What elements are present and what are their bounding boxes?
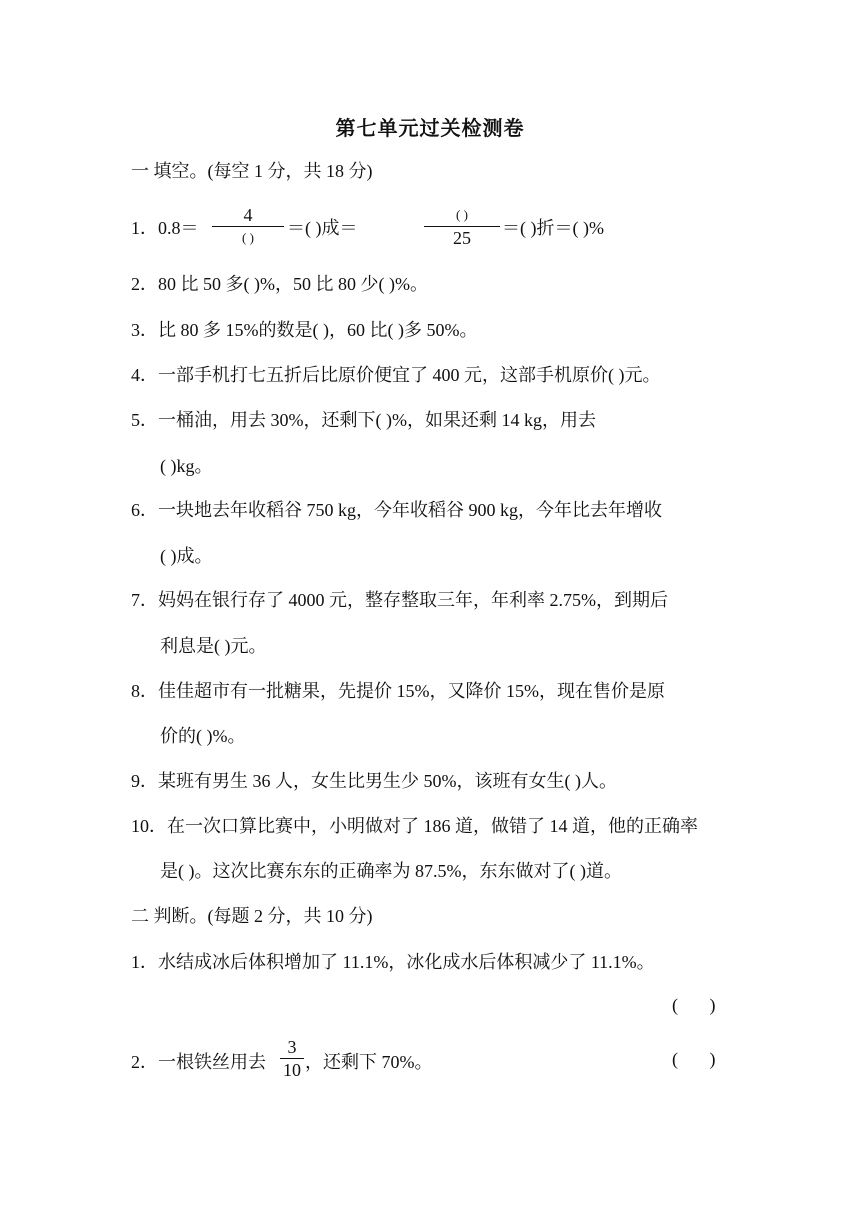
- question-4: 4．一部手机打七五折后比原价便宜了 400 元，这部手机原价( )元。: [131, 365, 661, 385]
- fraction-1-denominator: ( ): [242, 230, 254, 245]
- question-1-number: 1．: [131, 218, 158, 238]
- question-1-text-c: ＝( )折＝( )%: [502, 218, 604, 238]
- question-7-line-1: 7．妈妈在银行存了 4000 元，整存整取三年，年利率 2.75%，到期后: [131, 590, 668, 610]
- judge-fraction-denominator: 10: [283, 1060, 301, 1080]
- question-3: 3．比 80 多 15%的数是( )，60 比( )多 50%。: [131, 320, 478, 340]
- question-5-line-1: 5．一桶油，用去 30%，还剩下( )%，如果还剩 14 kg，用去: [131, 410, 596, 430]
- fraction-2-denominator: 25: [453, 228, 471, 248]
- question-1-text-b: ＝( )成＝: [287, 218, 358, 238]
- question-1-fraction-1: [212, 205, 284, 248]
- fraction-2-bar: [424, 226, 500, 227]
- judge-question-2-fraction: [280, 1037, 304, 1080]
- question-2: 2．80 比 50 多( )%，50 比 80 少( )%。: [131, 274, 428, 294]
- question-1-part-a: [131, 215, 199, 241]
- judge-fraction-numerator: 3: [287, 1037, 297, 1057]
- question-8-line-2: 价的( )%。: [160, 726, 246, 746]
- fraction-1-numerator: 4: [243, 205, 253, 225]
- judge-fraction-bar: [280, 1058, 304, 1059]
- question-5-line-2: ( )kg。: [160, 456, 213, 476]
- question-1-text-a: 0.8＝: [158, 218, 199, 238]
- question-10-line-2: 是( )。这次比赛东东的正确率为 87.5%，东东做对了( )道。: [160, 861, 622, 881]
- question-9: 9．某班有男生 36 人，女生比男生少 50%，该班有女生( )人。: [131, 771, 617, 791]
- page-title: 第七单元过关检测卷: [335, 116, 525, 140]
- judge-question-1: 1．水结成冰后体积增加了 11.1%，冰化成水后体积减少了 11.1%。: [131, 952, 655, 972]
- question-10-line-1: 10．在一次口算比赛中，小明做对了 186 道，做错了 14 道，他的正确率: [131, 816, 698, 836]
- question-1-fraction-2: [424, 205, 500, 248]
- judge-question-2-answer-blank: ( ): [672, 1049, 716, 1069]
- fraction-1-bar: [212, 226, 284, 227]
- section1-heading: 一 填空。(每空 1 分，共 18 分): [131, 161, 373, 181]
- section2-heading: 二 判断。(每题 2 分，共 10 分): [131, 906, 373, 926]
- fraction-2-numerator: ( ): [456, 207, 468, 222]
- question-6-line-1: 6．一块地去年收稻谷 750 kg，今年收稻谷 900 kg，今年比去年增收: [131, 500, 662, 520]
- question-6-line-2: ( )成。: [160, 546, 213, 566]
- judge-question-2-pre: 2．一根铁丝用去: [131, 1052, 266, 1072]
- question-8-line-1: 8．佳佳超市有一批糖果，先提价 15%，又降价 15%，现在售价是原: [131, 681, 665, 701]
- question-7-line-2: 利息是( )元。: [160, 636, 267, 656]
- judge-question-1-answer-blank: ( ): [672, 995, 716, 1015]
- judge-question-2-post: ，还剩下 70%。: [305, 1052, 433, 1072]
